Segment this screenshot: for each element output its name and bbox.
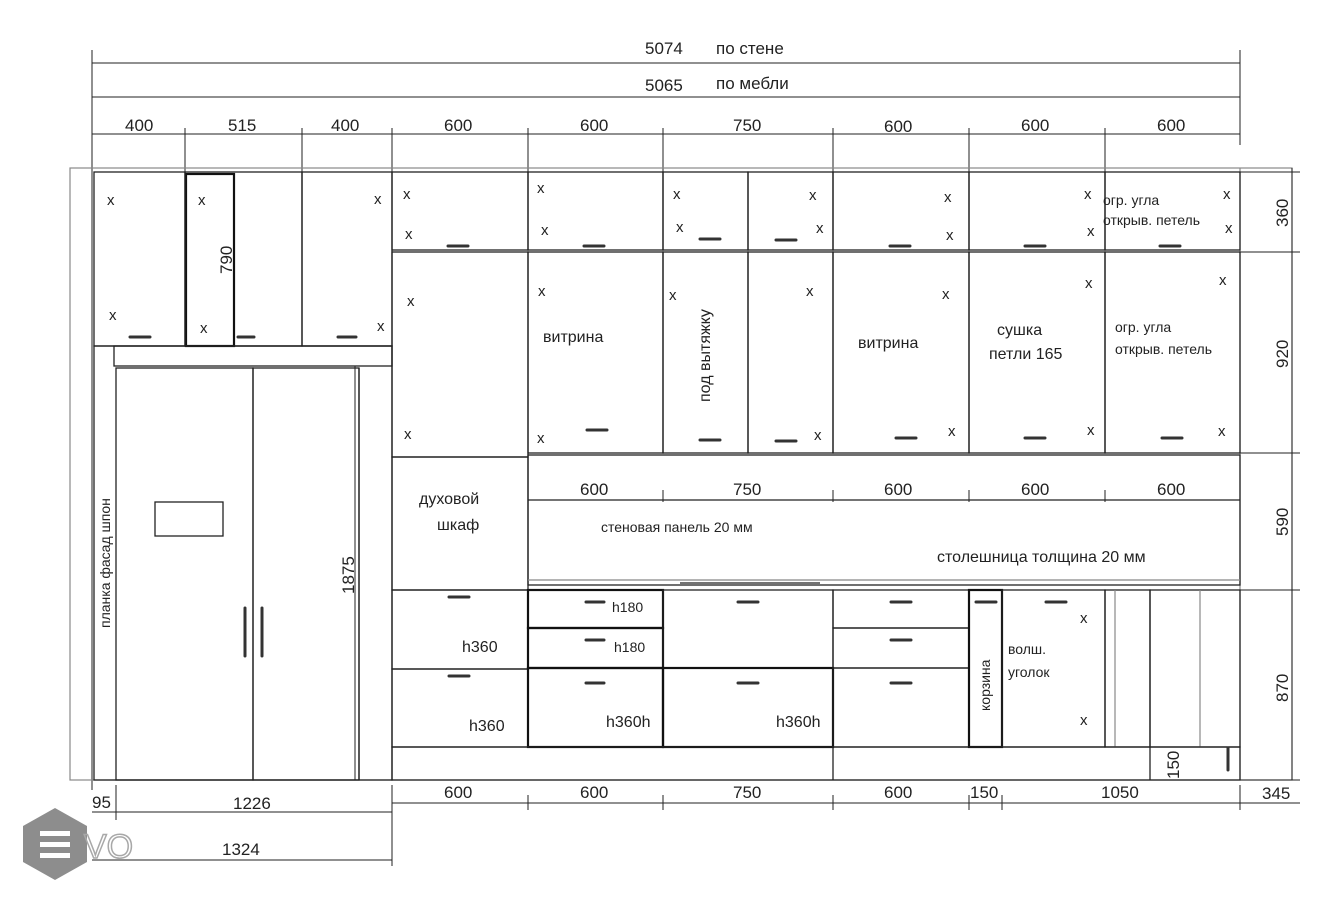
upper-width-7: 600	[884, 117, 913, 136]
basket-label: корзина	[977, 659, 993, 711]
hinge-mark: x	[200, 320, 208, 337]
hinge-mark: x	[942, 286, 950, 303]
mid-width-2: 750	[733, 480, 762, 499]
hinge-mark: x	[537, 430, 545, 447]
bottom-width-3: 750	[733, 783, 762, 802]
wall-width-value: 5074	[645, 39, 683, 58]
hinge-mark: x	[377, 318, 385, 335]
hinge-mark: x	[1087, 422, 1095, 439]
hinge-mark: x	[1223, 186, 1231, 203]
veneer-strip-label: планка фасад шпон	[97, 498, 113, 628]
height-upper-360: 360	[1273, 198, 1292, 227]
wall-width-label: по стене	[716, 39, 784, 58]
hinge-mark: x	[1080, 610, 1088, 627]
hinge-mark: x	[809, 187, 817, 204]
hinge-mark: x	[948, 423, 956, 440]
hinge-mark: x	[404, 426, 412, 443]
hinge-mark: x	[107, 192, 115, 209]
left-total-1324: 1324	[222, 840, 260, 859]
bottom-dimensions	[92, 783, 1300, 866]
hinge-mark: x	[374, 191, 382, 208]
fridge-width-1226: 1226	[233, 794, 271, 813]
corner-mid-label-line1: огр. угла	[1115, 319, 1172, 335]
bottom-width-1: 600	[444, 783, 473, 802]
wall-panel-label: стеновая панель 20 мм	[601, 519, 753, 535]
hinge-mark: x	[541, 222, 549, 239]
hinge-mark: x	[109, 307, 117, 324]
hinge-mark: x	[946, 227, 954, 244]
hinge-mark: x	[673, 186, 681, 203]
countertop-label: столешница толщина 20 мм	[937, 549, 1146, 566]
oven-label-line1: духовой	[419, 491, 480, 508]
hinge-mark: x	[1218, 423, 1226, 440]
hinge-mark: x	[1085, 275, 1093, 292]
magic-corner-label-line1: волш.	[1008, 641, 1047, 657]
mid-width-1: 600	[580, 480, 609, 499]
dryer-label-line1: сушка	[997, 322, 1043, 339]
mid-width-5: 600	[1157, 480, 1186, 499]
bottom-width-6: 1050	[1101, 783, 1139, 802]
height-backsplash-590: 590	[1273, 507, 1292, 536]
fridge-height-1875: 1875	[339, 556, 358, 594]
hinge-mark: x	[407, 293, 415, 310]
bottom-width-2: 600	[580, 783, 609, 802]
corner-upper-label-line2: открыв. петель	[1103, 212, 1201, 228]
upper-width-8: 600	[1021, 116, 1050, 135]
hinge-mark: x	[1080, 712, 1088, 729]
hinge-mark: x	[198, 192, 206, 209]
bottom-width-4: 600	[884, 783, 913, 802]
drawer-height-label: h360h	[606, 714, 651, 731]
cabinet-labels	[97, 192, 1212, 735]
upper-width-5: 600	[580, 116, 609, 135]
height-base-870: 870	[1273, 673, 1292, 702]
right-offset-345: 345	[1262, 784, 1291, 803]
hinge-mark: x	[944, 189, 952, 206]
door-height-790: 790	[217, 245, 236, 274]
hinge-mark: x	[403, 186, 411, 203]
mid-width-4: 600	[1021, 480, 1050, 499]
hinge-mark: x	[816, 220, 824, 237]
evo-logo-text: VO	[84, 828, 134, 866]
hinge-mark: x	[806, 283, 814, 300]
upper-width-1: 400	[125, 116, 154, 135]
hinge-mark: x	[538, 283, 546, 300]
hinge-mark: x	[537, 180, 545, 197]
upper-width-3: 400	[331, 116, 360, 135]
upper-width-dimensions	[125, 116, 1185, 172]
dryer-label-line2: петли 165	[989, 346, 1063, 363]
showcase-label-1: витрина	[543, 329, 604, 346]
magic-corner-label-line2: уголок	[1008, 664, 1050, 680]
hinge-mark: x	[1225, 220, 1233, 237]
mid-width-3: 600	[884, 480, 913, 499]
base-cabinets	[392, 590, 1240, 780]
drawer-height-label: h180	[612, 599, 644, 615]
hinge-mark: x	[814, 427, 822, 444]
hinge-mark: x	[676, 219, 684, 236]
hinge-mark: x	[1219, 272, 1227, 289]
upper-width-4: 600	[444, 116, 473, 135]
upper-width-2: 515	[228, 116, 257, 135]
showcase-label-2: витрина	[858, 335, 919, 352]
height-middle-920: 920	[1273, 339, 1292, 368]
drawer-height-label: h180	[614, 639, 646, 655]
overall-dimensions	[92, 39, 1240, 790]
drawer-height-label: h360h	[776, 714, 821, 731]
corner-mid-label-line2: открыв. петель	[1115, 341, 1213, 357]
hood-label: под вытяжку	[697, 309, 714, 402]
corner-upper-label-line1: огр. угла	[1103, 192, 1160, 208]
upper-width-9: 600	[1157, 116, 1186, 135]
bottom-width-5: 150	[970, 783, 999, 802]
oven-label-line2: шкаф	[437, 517, 480, 534]
hinge-mark: x	[405, 226, 413, 243]
hinge-mark: x	[1084, 186, 1092, 203]
furniture-width-label: по мебли	[716, 74, 789, 93]
left-offset-95: 95	[92, 793, 111, 812]
upper-row-cabinets	[94, 172, 1240, 346]
cabinet-handles	[130, 239, 1182, 683]
drawer-height-label: h360	[462, 639, 498, 656]
hinge-mark: x	[669, 287, 677, 304]
furniture-width-value: 5065	[645, 76, 683, 95]
evo-logo	[23, 808, 133, 880]
upper-width-6: 750	[733, 116, 762, 135]
drawer-height-label: h360	[469, 718, 505, 735]
plinth-height-150: 150	[1164, 750, 1183, 779]
right-height-dimensions	[1240, 168, 1300, 803]
hinge-mark: x	[1087, 223, 1095, 240]
